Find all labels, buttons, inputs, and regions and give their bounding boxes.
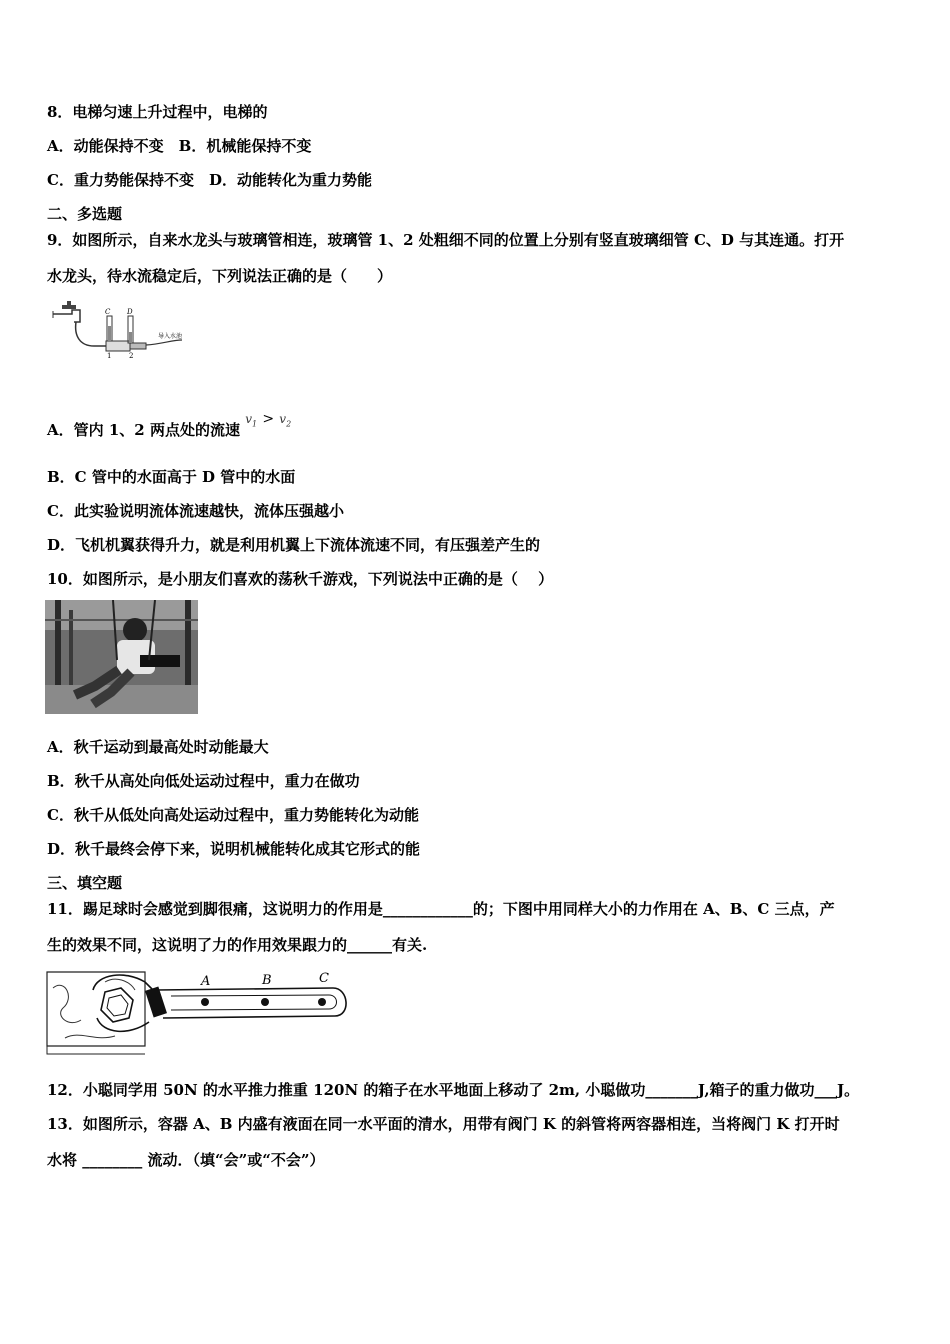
label-c: C: [105, 308, 111, 316]
formula-v2: $v_2$: [279, 412, 292, 429]
label-c: C: [319, 971, 329, 986]
q10-swing-photo: [45, 600, 198, 714]
section-fill-in-heading: 三、填空题: [47, 874, 123, 892]
water-level-c: [108, 326, 111, 341]
wrench-jaw-upper: [93, 975, 153, 990]
faucet-valve: [67, 301, 71, 306]
surface-base: [47, 1046, 145, 1054]
surface-texture-1: [53, 985, 81, 1022]
surface-texture-2: [65, 1035, 115, 1038]
q8-options-cd: C．重力势能保持不变 D．动能转化为重力势能: [47, 171, 372, 189]
point-a: [201, 998, 209, 1006]
label-point-2: 2: [129, 352, 134, 360]
formula-v1: $v_1$: [245, 412, 258, 429]
q12-line: 12．小聪同学用 50N 的水平推力推重 120N 的箱子在水平地面上移动了 2m, 小聪做功_______J,箱子的重力做功___J。: [47, 1081, 860, 1099]
point-c: [318, 998, 326, 1006]
q10-option-a: A．秋千运动到最高处时动能最大: [47, 738, 269, 756]
q10-option-d: D．秋千最终会停下来，说明机械能转化成其它形式的能: [47, 840, 421, 858]
q11-wrench-figure: [45, 968, 355, 1058]
q10-option-c: C．秋千从低处向高处运动过程中，重力势能转化为动能: [47, 806, 419, 824]
q11-line1: 11．踢足球时会感觉到脚很痛，这说明力的作用是____________的；下图中用同样大小的力作用在 A、B、C 三点，产: [47, 900, 835, 918]
q9-option-c: C．此实验说明流体流速越快，流体压强越小: [47, 502, 344, 520]
tube-narrow-section: [130, 343, 146, 349]
swing-photo-drawing: [45, 600, 198, 714]
label-to-pool: 导入水池: [158, 333, 183, 340]
q10-option-b: B．秋千从高处向低处运动过程中，重力在做功: [47, 772, 360, 790]
q9-stem-line1: 9．如图所示，自来水龙头与玻璃管相连，玻璃管 1、2 处粗细不同的位置上分别有竖直玻璃细管 C、D 与其连通。打开: [47, 231, 845, 249]
label-b: B: [262, 973, 272, 988]
q9-option-d: D．飞机机翼获得升力，就是利用机翼上下流体流速不同，有压强差产生的: [47, 536, 541, 554]
wrench-handle: [157, 988, 346, 1018]
q13-line2: 水将 ________ 流动．（填“会”或“不会”）: [47, 1151, 325, 1169]
q9-faucet-tube-figure: [50, 300, 200, 360]
q10-stem: 10．如图所示，是小朋友们喜欢的荡秋千游戏，下列说法中正确的是（ ）: [47, 570, 554, 588]
point-b: [261, 998, 269, 1006]
adjuster-screw: [145, 987, 167, 1018]
q8-options-ab: A．动能保持不变 B．机械能保持不变: [47, 137, 312, 155]
formula-gt: >: [262, 411, 275, 427]
q9-option-a-text: A．管内 1、2 两点处的流速: [47, 421, 240, 439]
label-a: A: [201, 974, 211, 989]
q9-option-b: B．C 管中的水面高于 D 管中的水面: [47, 468, 296, 486]
hose: [76, 322, 106, 346]
water-level-d: [129, 332, 132, 343]
q11-line2: 生的效果不同，这说明了力的作用效果跟力的______有关.: [47, 936, 428, 954]
wrench-handle-groove: [171, 995, 337, 1010]
section-multiple-choice-heading: 二、多选题: [47, 205, 123, 223]
q9-option-a-formula: [245, 409, 291, 427]
outlet-tube: [146, 340, 182, 345]
q9-option-a: [47, 411, 292, 446]
tube-thick-section: [106, 341, 130, 351]
q13-line1: 13．如图所示，容器 A、B 内盛有液面在同一水平面的清水，用带有阀门 K 的斜管将两容器相连，当将阀门 K 打开时: [47, 1115, 840, 1133]
q8-stem: 8．电梯匀速上升过程中，电梯的: [47, 103, 268, 121]
q9-stem-line2: 水龙头，待水流稳定后，下列说法正确的是（ ）: [47, 267, 393, 285]
faucet-body: [53, 310, 80, 322]
label-point-1: 1: [107, 352, 112, 360]
label-d: D: [127, 308, 133, 316]
